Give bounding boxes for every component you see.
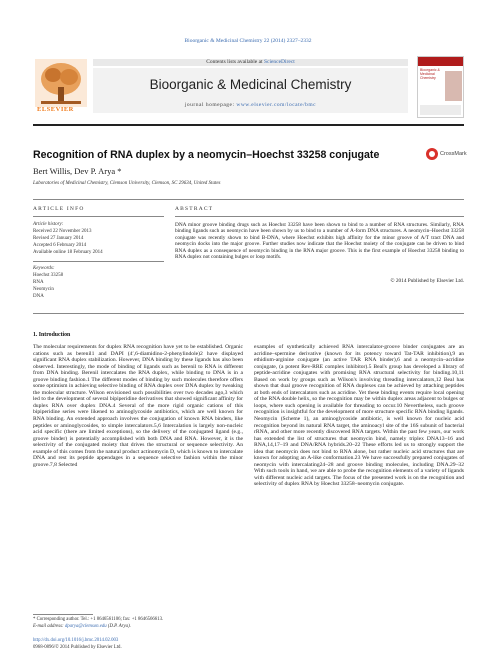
divider: [33, 199, 464, 200]
keyword: RNA: [33, 280, 44, 285]
journal-citation[interactable]: Bioorganic & Medicinal Chemistry 22 (2014) 2327–2332: [184, 38, 312, 44]
email-link[interactable]: dparya@clemson.edu: [64, 624, 107, 629]
divider: [175, 216, 464, 217]
email-label: E-mail address:: [33, 624, 65, 629]
crossmark-icon: [426, 148, 438, 160]
crossmark-button[interactable]: [426, 148, 467, 162]
contents-line: [93, 59, 408, 65]
cover-footer: [420, 105, 461, 115]
abstract-text: DNA minor groove binding drugs such as Hoechst 33258 have been shown to bind to a number of RNA structures. Similarly, RNA binding ligands such as neomycin have been shown by us to bind to a number of A-form DNA structures. A neomycin–Hoechst 33258 conjugate was recently shown to bind B-DNA, where Hoechst exhibits high affinity for the minor groove of A/T tract DNA and neomycin docks into the major groove. Further studies now indicate that the Hoechst moiety of the conjugate can be driven to bind RNA duplex as a consequence of neomycin binding in the RNA major groove. This is the first example of Hoechst 33258 binding to RNA duplex not containing bulges or loop motifs.: [175, 222, 464, 261]
keyword: Neomycin: [33, 287, 54, 292]
header-divider: [33, 124, 464, 126]
author-list[interactable]: Bert Willis, Dev P. Arya *: [33, 166, 122, 176]
doi-link[interactable]: http://dx.doi.org/10.1016/j.bmc.2014.02.003: [33, 638, 119, 643]
history-revised: Revised 27 January 2014: [33, 236, 84, 241]
journal-header: [33, 51, 464, 123]
sciencedirect-link[interactable]: ScienceDirect: [263, 59, 295, 65]
homepage-prefix: journal homepage:: [184, 102, 237, 108]
corresponding-author-note: * Corresponding author. Tel.: +1 8646561106; fax: +1 8646566613.: [33, 617, 164, 622]
divider: [33, 216, 164, 217]
divider: [33, 261, 164, 262]
cover-band: [418, 57, 463, 66]
history-accepted: Accepted 6 February 2014: [33, 243, 87, 248]
keyword: DNA: [33, 294, 44, 299]
journal-homepage: [93, 102, 408, 108]
email-suffix: (D.P. Arya).: [106, 624, 131, 629]
publisher-name: ELSEVIER: [37, 106, 74, 113]
keyword: Hoechst 33258: [33, 273, 64, 278]
homepage-link[interactable]: www.elsevier.com/locate/bmc: [236, 102, 317, 108]
abstract-copyright: © 2014 Published by Elsevier Ltd.: [390, 278, 464, 284]
history-label: Article history:: [33, 222, 64, 227]
cover-image: [445, 71, 462, 101]
section-heading-introduction: 1. Introduction: [33, 332, 71, 338]
divider: [33, 313, 464, 314]
journal-cover-thumbnail[interactable]: [417, 56, 464, 118]
footnote-divider: [33, 614, 93, 615]
history-online: Available online 18 February 2014: [33, 250, 103, 255]
contents-prefix: Contents lists available at: [206, 59, 264, 65]
intro-left-column: The molecular requirements for duplex RNA recognition have yet to be established. Organic cations such as berenil1 and DAPI (4′,6-diamidino-2-phenylindole)2 have displayed significant RNA duplex stabilization. However, DNA binding by these ligands has also been observed. Interestingly, the mode of binding of ligands such as berenil to RNA is different from DNA binding. Berenil intercalates the RNA duplex, while binding to DNA is in a groove binding fashion.1 The different modes of binding by such molecules therefore offers some optimism in achieving selective binding of RNA duplex over DNA duplex by tweaking the molecular structure. Wilson envisioned such possibilities over two decades ago,3 which led to the development of several bipiperidine derivatives that showed significant affinity for duplex RNA over duplex DNA.4 Several of the more rigid organic cations of this bipiperidine series were likened to aminoglycoside antibiotics, which are well known for RNA binding. An extended approach involves the conjugation of known RNA binders, like peptides or aminoglycosides, to simple intercalators.5,6 Intercalation is largely non-nucleic acid specific (there are limited exceptions), so the delivery of the conjugated ligand (e.g., groove binder) is potentially accomplished with both DNA and RNA. However, it is the selectivity of the conjugated moiety that drives the structural or sequence selectivity. An example of this comes from the natural product actinomycin D, which is known to intercalate DNA and rest its peptide appendages in a sequence selective fashion within the minor groove.7,8 Selected: [33, 344, 243, 468]
abstract-heading: ABSTRACT: [175, 206, 214, 212]
cover-title: Bioorganic & Medicinal Chemistry: [420, 68, 440, 80]
issn-line: 0968-0896/© 2014 Published by Elsevier Ltd.: [33, 645, 122, 650]
affiliation: Laboratories of Medicinal Chemistry, Clemson University, Clemson, SC 29634, United States: [33, 181, 221, 186]
email-note: [33, 624, 131, 629]
crossmark-label: CrossMark: [440, 151, 467, 157]
history-received: Received 22 November 2013: [33, 229, 92, 234]
keywords-label: Keywords:: [33, 266, 55, 271]
journal-name[interactable]: Bioorganic & Medicinal Chemistry: [149, 77, 352, 92]
article-info-heading: ARTICLE INFO: [33, 206, 85, 212]
article-title: Recognition of RNA duplex by a neomycin–Hoechst 33258 conjugate: [33, 149, 380, 161]
intro-right-column: examples of synthetically achieved RNA intercalator-groove binder conjugates are an acridine–spermine derivative (known for its potency toward Tat-TAR inhibition),9 an ethidium-arginine conjugate (an active TAR RNA binder),6 and a neomycin–acridine conjugate, (a potent Rev-RRE complex inhibitor).5 Beal's group has developed a library of peptide-acridine conjugates with promising RNA structural selectivity for binding.10,11 Based on work by groups such as Wilson's involving threading intercalators,12 Beal has shown that dual groove recognition of RNA duplexes can be achieved by attaching peptides at both ends of intercalators such as acridine. Yet these binding events require local opening of the RNA double helix, so the recognition may be within duplex areas adjacent to bulges or loops, where such opening is available for threading to occur.10 Nevertheless, such groove recognition is insightful for the development of more structure specific RNA binding ligands. Neomycin (Scheme 1), an aminoglycoside antibiotic, is well known for nucleic acid recognition beyond its natural RNA target, the aminoacyl site of the 16S subunit of bacterial rRNA, and other more recently discovered RNA targets. Within the past few years, our work has extended the list of structures that neomycin bind, namely triplex DNA13–16 and RNA,14,17–19 and DNA/RNA hybrids.20–22 These efforts led us to strongly support the idea that neomycin does not bind to RNA alone, but rather nucleic acid structures that are known for adopting an A-like conformation.23 We have successfully prepared conjugates of neomycin with intercalating24–28 and groove binding molecules, including DNA.29–32 With such tools in hand, we are able to probe the recognition elements of a variety of ligands with different nucleic acid targets. The focus of the presented work is on the recognition and selectivity of duplex RNA by Hoechst 33258–neomycin conjugate.: [254, 344, 464, 488]
